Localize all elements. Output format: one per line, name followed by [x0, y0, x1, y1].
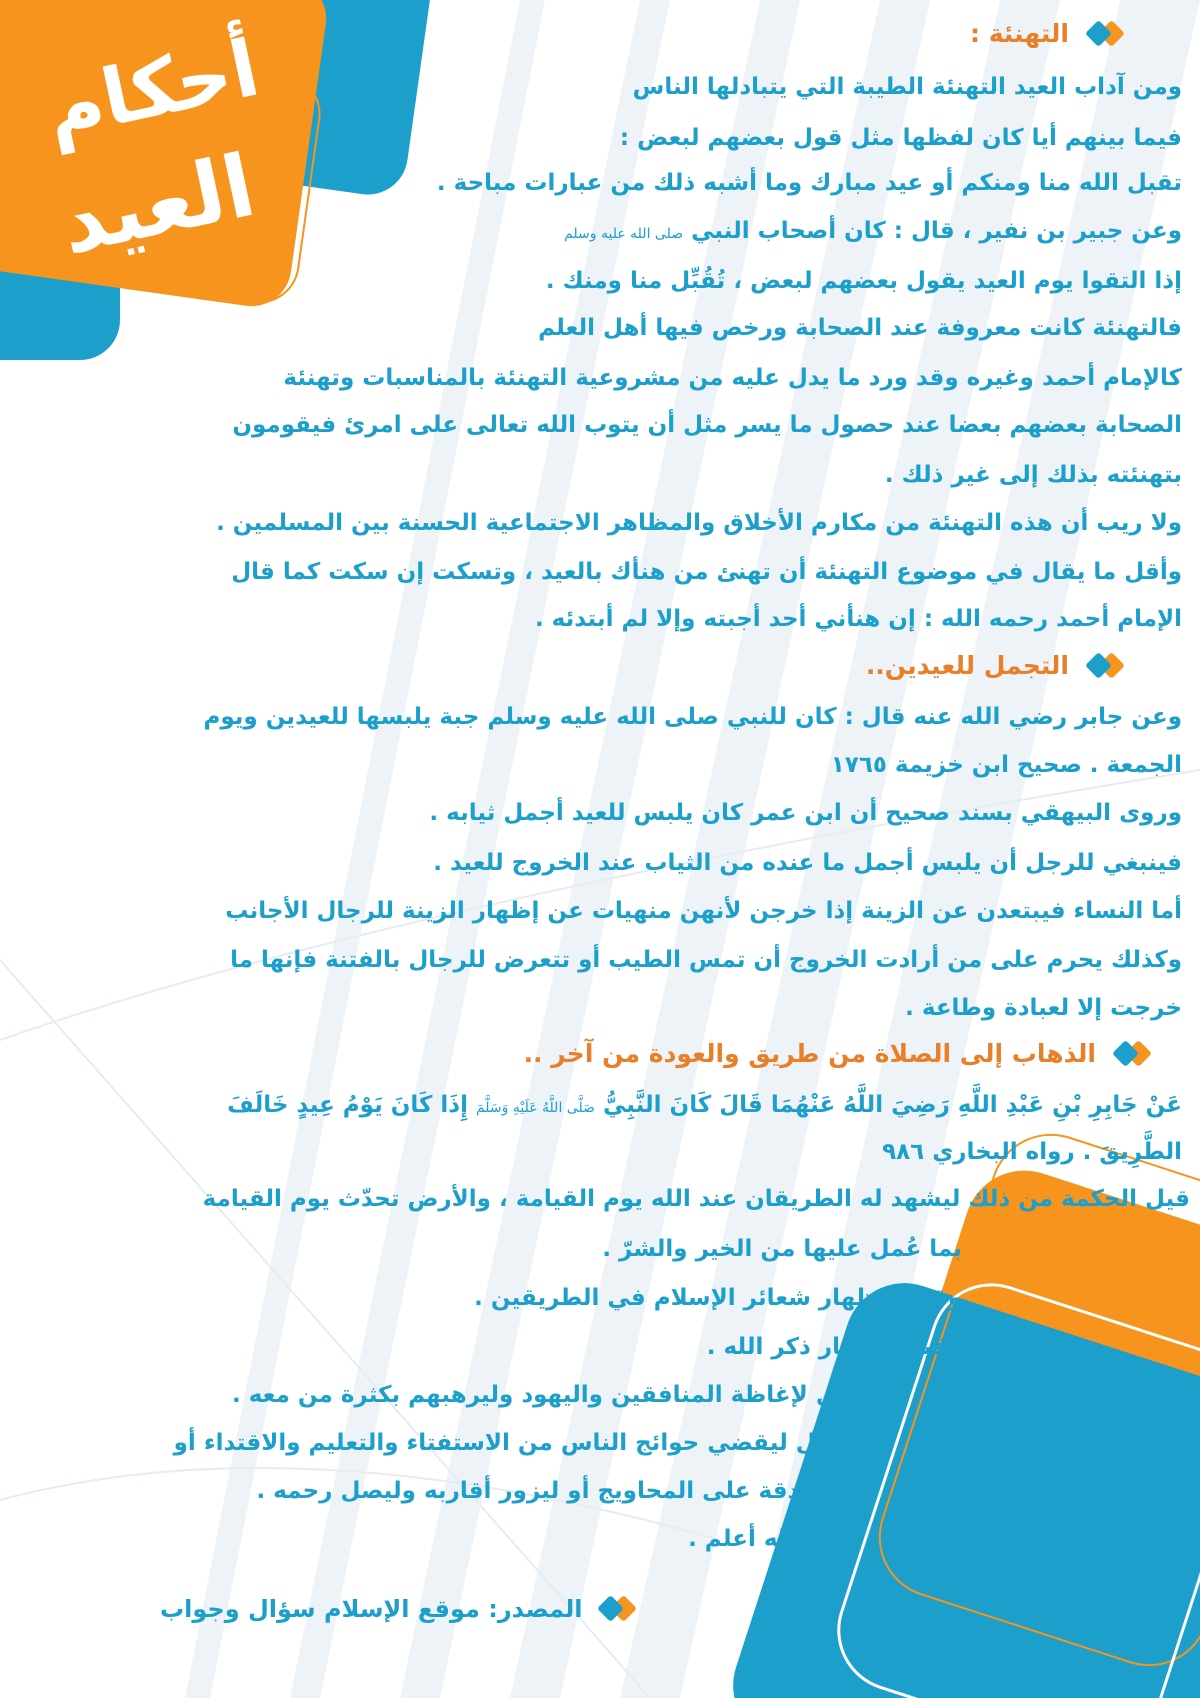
diamond-bullet-icon: [1108, 1040, 1152, 1068]
heading-tahniah: [970, 18, 1125, 50]
diamond-bullet-icon: [593, 1595, 637, 1623]
text-line: وكذلك يحرم على من أرادت الخروج أن تمس الطيب أو تتعرض للرجال بالفتنة فإنها ما: [230, 947, 1182, 973]
hadith-line: [227, 1090, 1182, 1123]
heading-tariq: [524, 1038, 1152, 1070]
text-line: الجمعة . صحيح ابن خزيمة ١٧٦٥: [830, 752, 1182, 778]
text-line: الصحابة بعضهم بعضا عند حصول ما يسر مثل أن يتوب الله تعالى على امرئ فيقومون: [232, 412, 1182, 438]
text-line: فالتهنئة كانت معروفة عند الصحابة ورخص فيها أهل العلم: [538, 315, 1182, 341]
text-line: الطَّرِيقَ . رواه البخاري ٩٨٦: [882, 1139, 1182, 1165]
heading-text: الذهاب إلى الصلاة من طريق والعودة من آخر ..: [523, 1039, 1096, 1068]
logo-line-1: أحكام: [38, 23, 268, 157]
text-line: والله أعلم .: [688, 1526, 818, 1552]
text-line: تقبل الله منا ومنكم أو عيد مبارك وما أشبه ذلك من عبارات مباحة .: [436, 170, 1182, 196]
text-line: وروى البيهقي بسند صحيح أن ابن عمر كان يلبس للعيد أجمل ثيابه .: [429, 800, 1182, 826]
text-line: أما النساء فيبتعدن عن الزينة إذا خرجن لأنهن منهيات عن إظهار الزينة للرجال الأجانب: [225, 898, 1182, 924]
text-line: وقيل لإظهار شعائر الإسلام في الطريقين .: [474, 1285, 962, 1311]
text-segment: وعن جبير بن نفير ، قال : كان أصحاب النبي: [691, 218, 1182, 244]
diamond-bullet-icon: [1081, 652, 1125, 680]
source-footer: [160, 1595, 637, 1623]
text-line: خرجت إلا لعبادة وطاعة .: [905, 995, 1182, 1021]
text-line: الإمام أحمد رحمه الله : إن هنأني أحد أجبته وإلا لم أبتدئه .: [534, 606, 1182, 632]
logo-line-2: العيد: [51, 135, 264, 275]
salutation-text: صلى الله عليه وسلم: [564, 226, 684, 242]
hadith-segment: إِذَا كَانَ يَوْمُ عِيدٍ خَالَفَ: [227, 1092, 468, 1118]
text-line: وقيل لإظهار ذكر الله .: [706, 1334, 962, 1360]
text-line: ومن آداب العيد التهنئة الطيبة التي يتبادلها الناس: [632, 74, 1182, 100]
hadith-salutation: صَلَّى اللَّهُ عَلَيْهِ وَسَلَّمَ: [475, 1100, 595, 1116]
text-line: [564, 216, 1182, 249]
text-line: الصدقة على المحاويج أو ليزور أقاربه وليصل رحمه .: [256, 1478, 840, 1504]
text-line: بما عُمل عليها من الخير والشرّ .: [602, 1236, 962, 1262]
text-line: قيل الحكمة من ذلك ليشهد له الطريقان عند الله يوم القيامة ، والأرض تحدّث يوم القيامة: [202, 1186, 1190, 1212]
text-line: فيما بينهم أيا كان لفظها مثل قول بعضهم لبعض :: [619, 125, 1182, 151]
heading-text: التجمل للعيدين..: [865, 651, 1069, 680]
text-line: إذا التقوا يوم العيد يقول بعضهم لبعض ، تُقُبِّل منا ومنك .: [545, 268, 1182, 294]
heading-tajammul: [866, 650, 1125, 682]
text-line: وعن جابر رضي الله عنه قال : كان للنبي صلى الله عليه وسلم جبة يلبسها للعيدين ويوم: [203, 704, 1182, 730]
text-line: كالإمام أحمد وغيره وقد ورد ما يدل عليه من مشروعية التهنئة بالمناسبات وتهنئة: [283, 365, 1182, 391]
hadith-segment: عَنْ جَابِرِ بْنِ عَبْدِ اللَّهِ رَضِيَ اللَّهُ عَنْهُمَا قَالَ كَانَ النَّبِيُّ: [602, 1092, 1182, 1118]
heading-text: التهنئة :: [970, 19, 1069, 48]
text-line: وأقل ما يقال في موضوع التهنئة أن تهنئ من هنأك بالعيد ، وتسكت إن سكت كما قال: [231, 559, 1182, 585]
diamond-bullet-icon: [1081, 20, 1125, 48]
text-line: ولا ريب أن هذه التهنئة من مكارم الأخلاق والمظاهر الاجتماعية الحسنة بين المسلمين .: [216, 510, 1182, 536]
source-text: المصدر: موقع الإسلام سؤال وجواب: [160, 1595, 583, 1623]
text-line: فينبغي للرجل أن يلبس أجمل ما عنده من الثياب عند الخروج للعيد .: [433, 850, 1182, 876]
text-line: وقيل ليقضي حوائج الناس من الاستفتاء والتعليم والاقتداء أو: [173, 1430, 855, 1456]
text-line: بتهنئته بذلك إلى غير ذلك .: [884, 462, 1182, 488]
text-line: وقيل لإغاظة المنافقين واليهود وليرهبهم بكثرة من معه .: [231, 1382, 875, 1408]
